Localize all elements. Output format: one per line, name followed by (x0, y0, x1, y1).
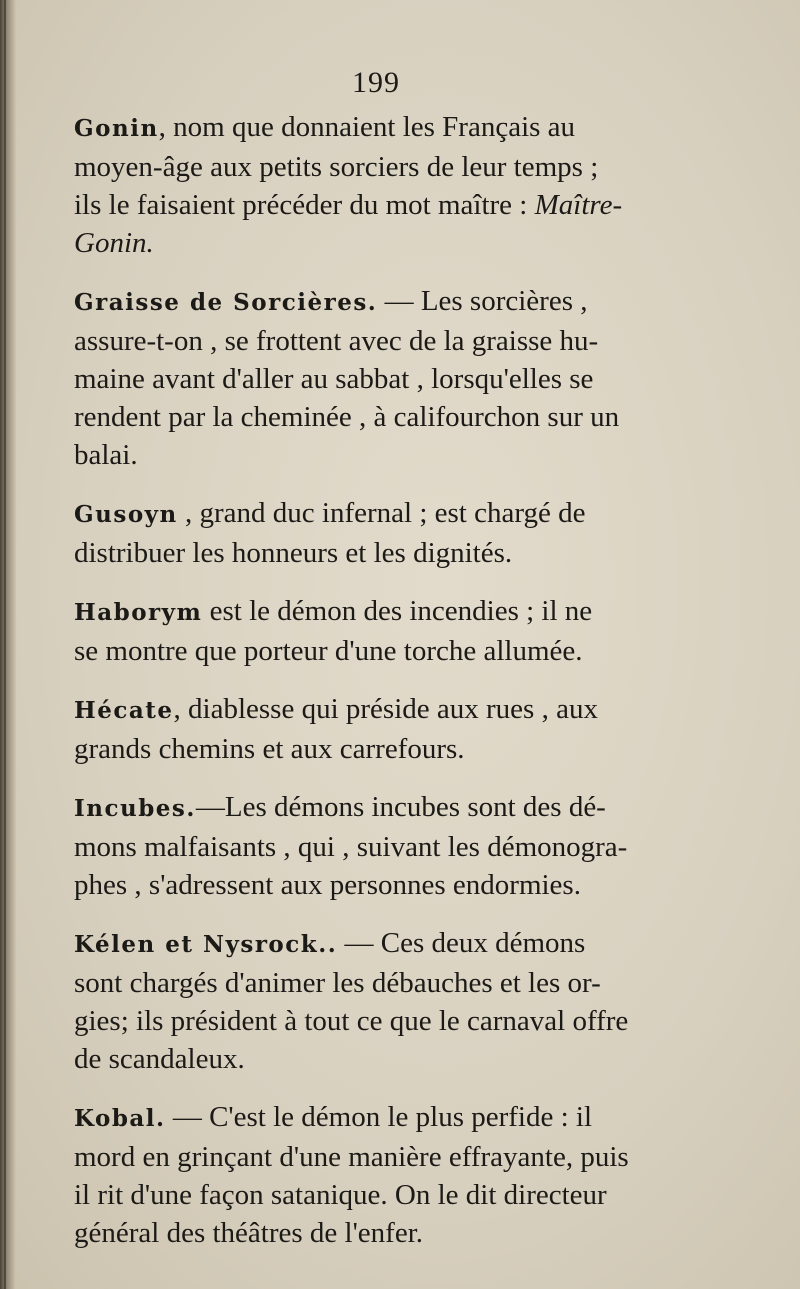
entry-line: grands chemins et aux carrefours. (74, 733, 465, 765)
entry-line (74, 924, 714, 964)
entry-kelen-et-nysrock (74, 924, 714, 1078)
entry-headword: Haborym (74, 599, 203, 626)
entry-text: — Les sorcières , (377, 285, 588, 317)
entry-line: maine avant d'aller au sabbat , lorsqu'elles se (74, 363, 594, 395)
entry-line: général des théâtres de l'enfer. (74, 1217, 424, 1249)
entry-line: phes , s'adressent aux personnes endormies. (74, 869, 581, 901)
spine-edge (4, 0, 6, 1289)
entry-text: , nom que donnaient les Français au (158, 111, 576, 143)
entry-haborym (74, 592, 714, 670)
entry-line: gies; ils président à tout ce que le carnaval offre (74, 1005, 629, 1037)
entry-graisse-de-sorcieres (74, 282, 714, 474)
page-number: 199 (352, 66, 400, 99)
entry-line (74, 108, 714, 148)
entry-line: assure-t-on , se frottent avec de la graisse hu- (74, 325, 599, 357)
entry-text: est le démon des incendies ; il ne (202, 595, 593, 627)
book-spine (0, 0, 16, 1289)
page-content (74, 108, 714, 1272)
entry-line (74, 788, 714, 828)
entry-text: —Les démons incubes sont des dé- (195, 791, 606, 823)
entry-headword: Gusoyn (74, 501, 178, 528)
entry-headword: Graisse de Sorcières. (74, 289, 378, 316)
entry-line: il rit d'une façon satanique. On le dit directeur (74, 1179, 607, 1211)
entry-headword: Incubes. (74, 795, 196, 822)
entry-kobal (74, 1098, 714, 1252)
entry-line: Gonin. (74, 227, 154, 259)
entry-headword: Gonin (74, 115, 159, 142)
entry-line (74, 1098, 714, 1138)
entry-headword: Kélen et Nysrock.. (74, 931, 338, 958)
entry-line (74, 690, 714, 730)
entry-text: — C'est le démon le plus perfide : il (165, 1101, 593, 1133)
entry-line (74, 494, 714, 534)
entry-headword: Hécate (74, 697, 174, 724)
entry-line: moyen-âge aux petits sorciers de leur temps ; (74, 151, 599, 183)
entry-text: ils le faisaient précéder du mot maître : (74, 189, 535, 221)
entry-line: rendent par la cheminée , à califourchon sur un (74, 401, 620, 433)
entry-line: sont chargés d'animer les débauches et les or- (74, 967, 601, 999)
entry-text: , grand duc infernal ; est chargé de (177, 497, 586, 529)
entry-line (74, 186, 714, 224)
entry-headword: Kobal. (74, 1105, 166, 1132)
entry-line: balai. (74, 439, 138, 471)
entry-line: mons malfaisants , qui , suivant les démonogra- (74, 831, 628, 863)
entry-line: mord en grinçant d'une manière effrayante, puis (74, 1141, 629, 1173)
entry-incubes (74, 788, 714, 904)
entry-line (74, 592, 714, 632)
entry-hecate (74, 690, 714, 768)
entry-line: distribuer les honneurs et les dignités. (74, 537, 513, 569)
entry-gonin (74, 108, 714, 262)
entry-text: , diablesse qui préside aux rues , aux (173, 693, 598, 725)
entry-line (74, 282, 714, 322)
entry-text: — Ces deux démons (337, 927, 586, 959)
entry-italic-text: Maître- (534, 189, 623, 221)
entry-gusoyn (74, 494, 714, 572)
entry-line: de scandaleux. (74, 1043, 245, 1075)
entry-line: se montre que porteur d'une torche allumée. (74, 635, 583, 667)
